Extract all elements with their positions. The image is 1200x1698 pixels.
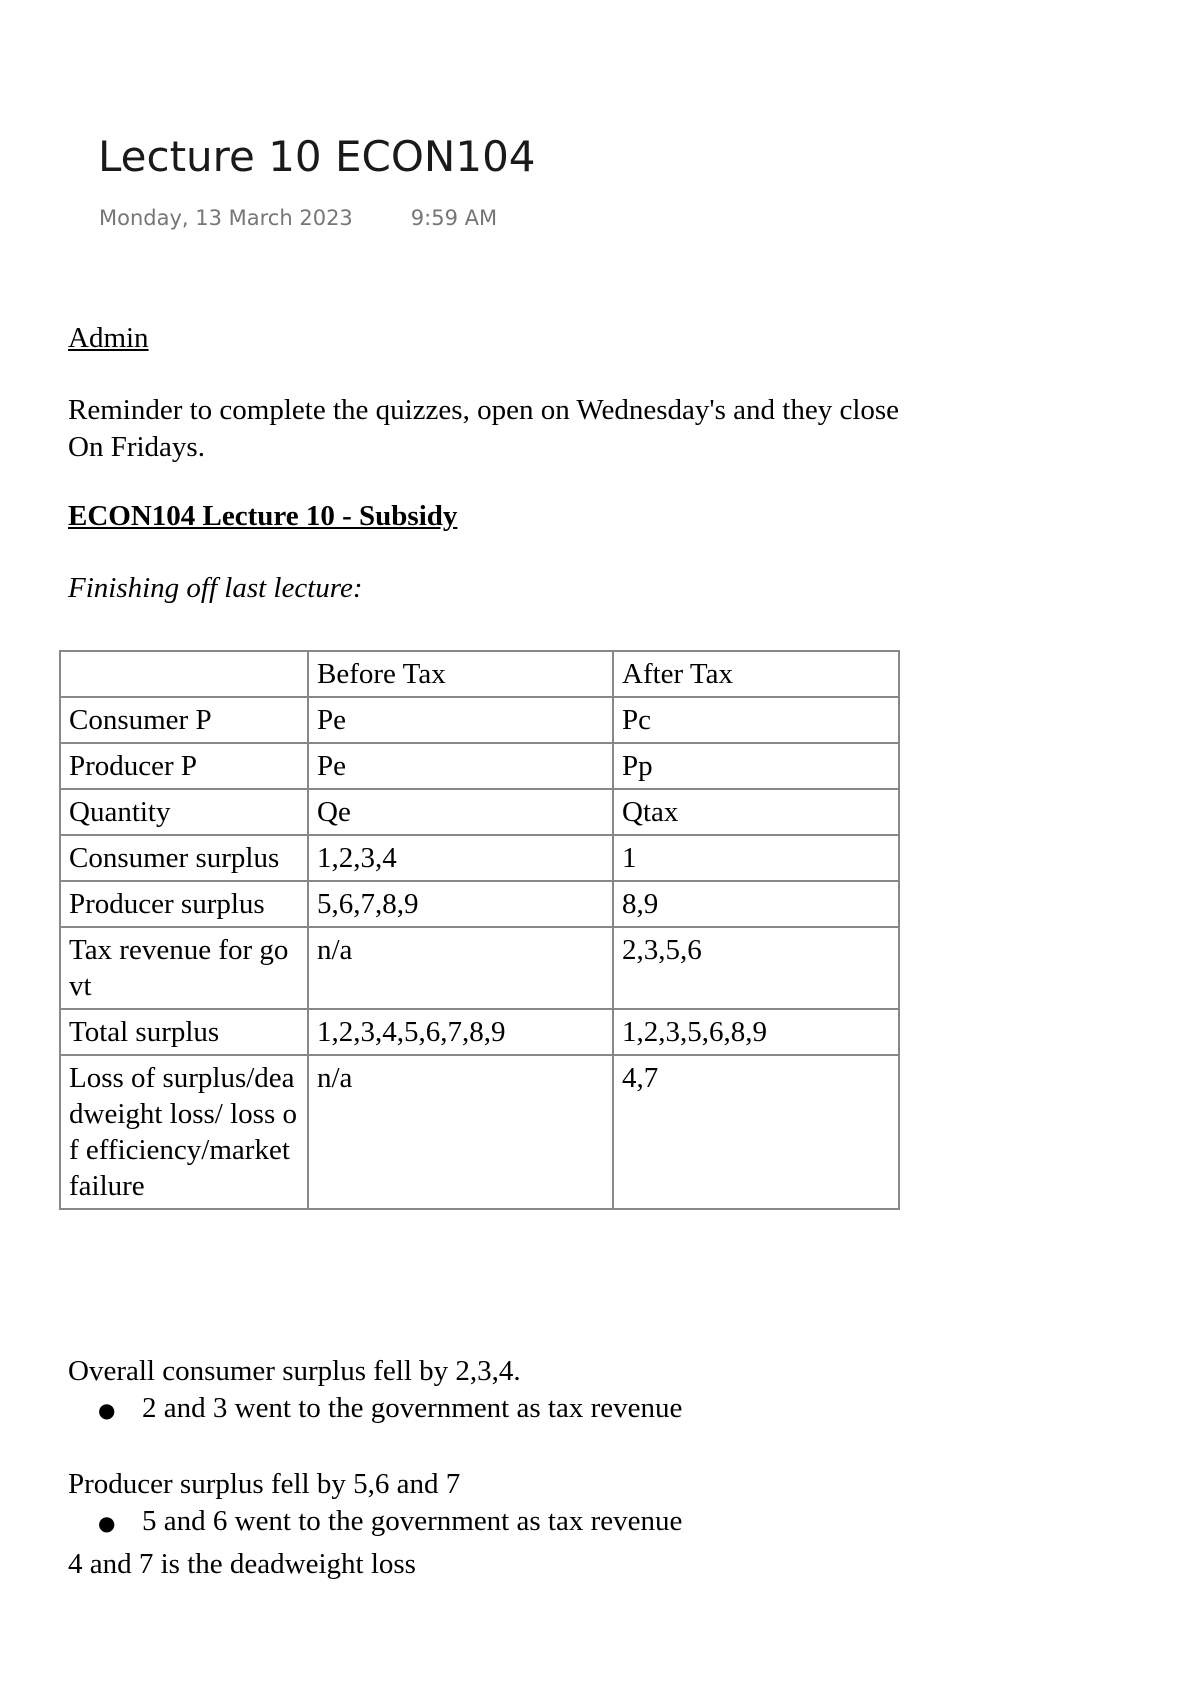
admin-heading: Admin [68,322,149,354]
cutoff-line [68,1548,488,1585]
table-row [60,927,899,1009]
table-header-row [60,651,899,697]
table-cell: 5,6,7,8,9 [308,881,613,927]
consumer-bullet [98,1390,682,1429]
page-date: Monday, 13 March 2023 [99,206,353,230]
table-cell: Pe [308,697,613,743]
section-heading: ECON104 Lecture 10 - Subsidy [68,500,458,532]
cutoff-line-text: 4 and 7 is the deadweight loss [68,1548,416,1580]
table-cell: 1,2,3,4,5,6,7,8,9 [308,1009,613,1055]
table-cell: 2,3,5,6 [613,927,899,1009]
table-row [60,881,899,927]
table-cell: Pp [613,743,899,789]
bullet-icon: ● [98,1510,116,1535]
consumer-surplus-note: Overall consumer surplus fell by 2,3,4. [68,1355,521,1387]
producer-bullet-text: 5 and 6 went to the government as tax revenue [142,1505,683,1537]
consumer-bullet-text: 2 and 3 went to the government as tax revenue [142,1392,683,1424]
table-row [60,697,899,743]
table-cell: Loss of surplus/deadweight loss/ loss of efficiency/market failure [60,1055,308,1209]
table-cell: Qtax [613,789,899,835]
table-cell: 8,9 [613,881,899,927]
table-row [60,789,899,835]
reminder-line-1: Reminder to complete the quizzes, open on Wednesday's and they close [68,394,900,426]
bullet-icon: ● [98,1397,116,1422]
header-cell [60,651,308,697]
table-row [60,743,899,789]
page-meta [99,206,497,230]
tax-summary-table [59,650,900,1210]
table-cell: 1,2,3,5,6,8,9 [613,1009,899,1055]
table-cell: Quantity [60,789,308,835]
table-cell: n/a [308,1055,613,1209]
table-row [60,1009,899,1055]
table-cell: Producer surplus [60,881,308,927]
table-cell: Qe [308,789,613,835]
table-cell: Producer P [60,743,308,789]
table-cell: n/a [308,927,613,1009]
table-cell: Pe [308,743,613,789]
table-cell: Tax revenue for govt [60,927,308,1009]
header-cell: Before Tax [308,651,613,697]
page-title: Lecture 10 ECON104 [98,132,536,181]
producer-surplus-note: Producer surplus fell by 5,6 and 7 [68,1468,461,1500]
table-cell: Consumer surplus [60,835,308,881]
table-cell: 1 [613,835,899,881]
table-row [60,835,899,881]
table-cell: 4,7 [613,1055,899,1209]
producer-bullet [98,1503,682,1542]
reminder-text [68,392,899,466]
table-cell: Pc [613,697,899,743]
page-time: 9:59 AM [410,206,498,230]
table-cell: Consumer P [60,697,308,743]
intro-text: Finishing off last lecture: [68,572,363,604]
reminder-line-2: On Fridays. [68,431,205,463]
table-row [60,1055,899,1209]
header-cell: After Tax [613,651,899,697]
table-cell: 1,2,3,4 [308,835,613,881]
table-cell: Total surplus [60,1009,308,1055]
